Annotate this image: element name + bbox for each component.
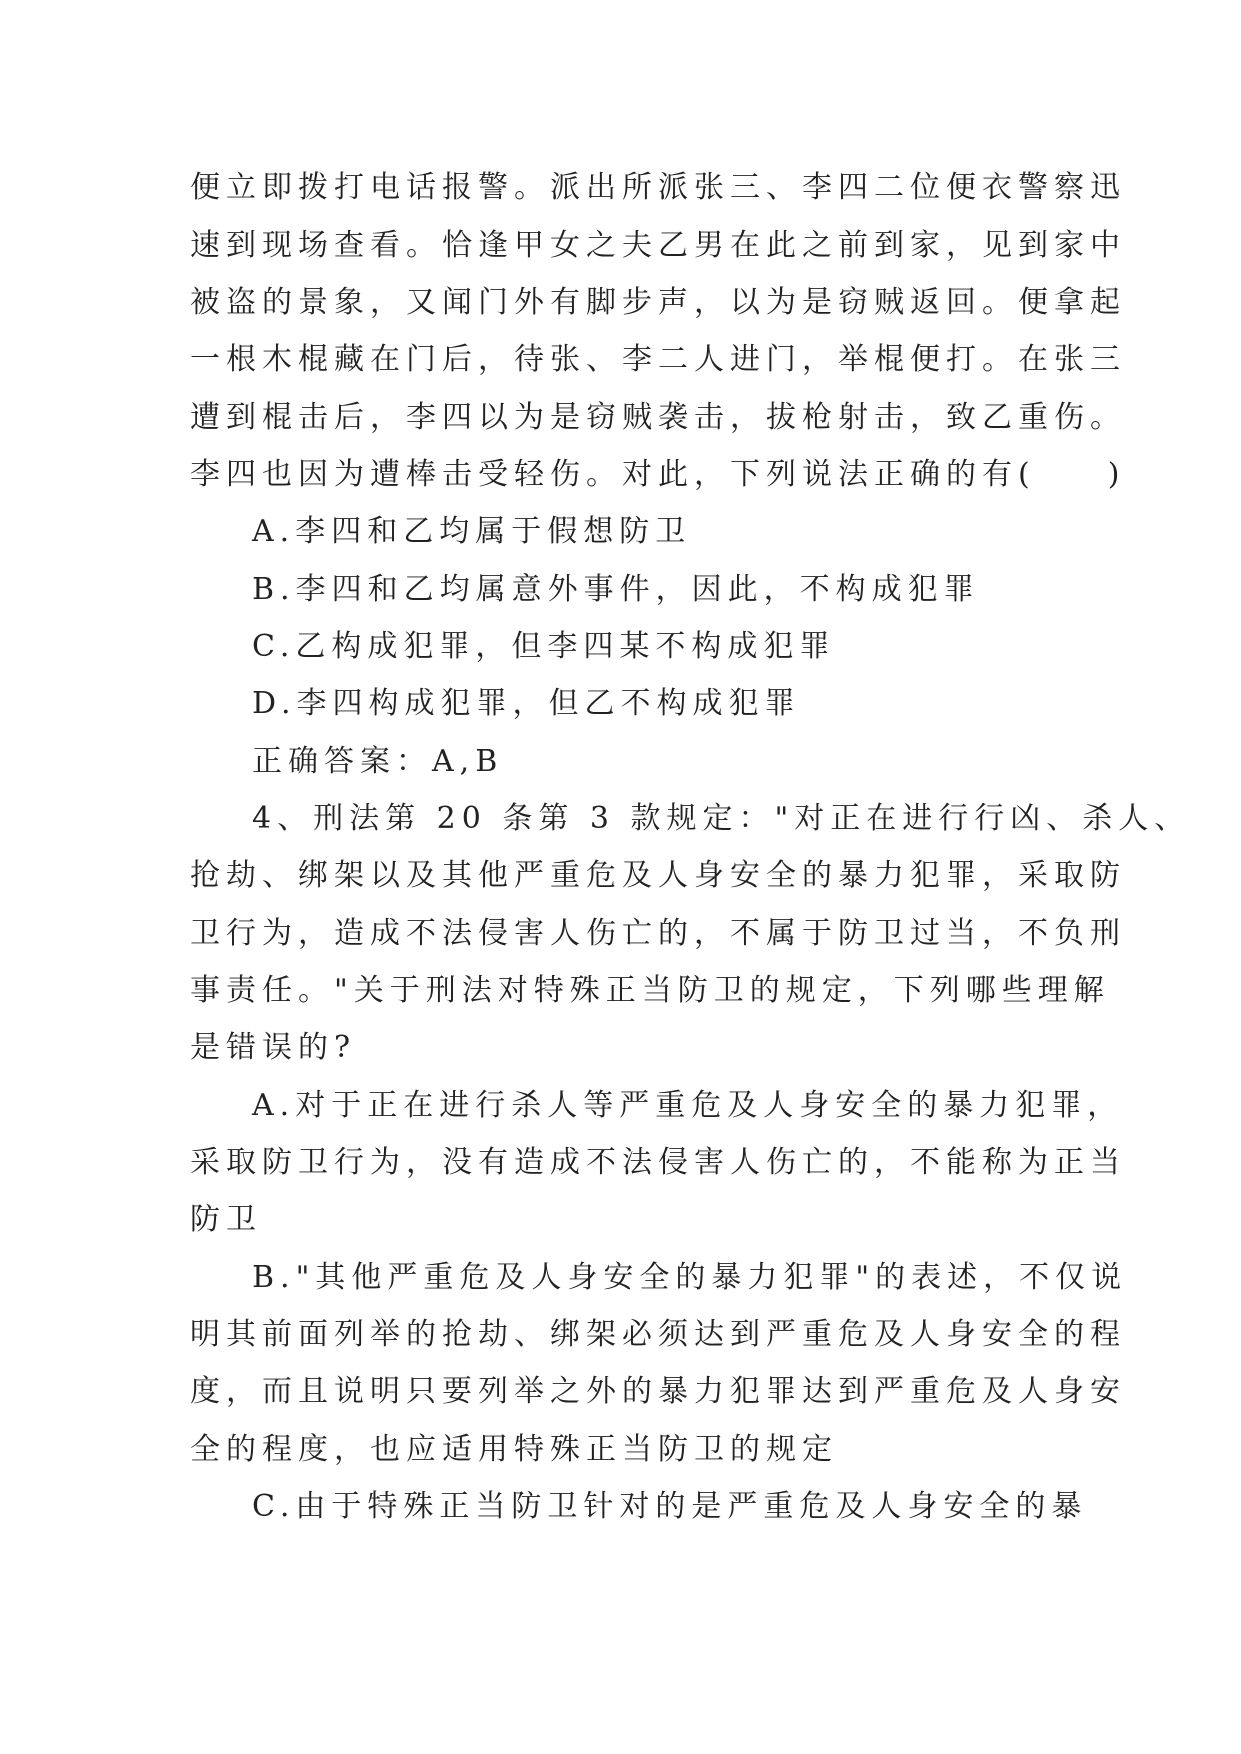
text-line: 防卫 <box>190 1202 262 1237</box>
option-c: C.由于特殊正当防卫针对的是严重危及人身安全的暴 <box>252 1489 1088 1524</box>
option-a: A.对于正在进行杀人等严重危及人身安全的暴力犯罪， <box>252 1088 1124 1123</box>
correct-answer: 正确答案：A,B <box>252 744 504 779</box>
option-c: C.乙构成犯罪，但李四某不构成犯罪 <box>252 629 836 664</box>
text-line: 被盗的景象，又闻门外有脚步声，以为是窃贼返回。便拿起 <box>190 285 1126 320</box>
text-line: 便立即拨打电话报警。派出所派张三、李四二位便衣警察迅 <box>190 170 1126 205</box>
option-a: A.李四和乙均属于假想防卫 <box>252 514 692 549</box>
text-line: 明其前面列举的抢劫、绑架必须达到严重危及人身安全的程 <box>190 1317 1126 1352</box>
text-line: 采取防卫行为，没有造成不法侵害人伤亡的，不能称为正当 <box>190 1145 1126 1180</box>
question-prompt: 李四也因为遭棒击受轻伤。对此，下列说法正确的有( ) <box>190 457 1126 492</box>
option-b: B.李四和乙均属意外事件，因此，不构成犯罪 <box>252 572 980 607</box>
text-line: 事责任。"关于刑法对特殊正当防卫的规定，下列哪些理解 <box>190 973 1110 1008</box>
text-line: 卫行为，造成不法侵害人伤亡的，不属于防卫过当，不负刑 <box>190 916 1126 951</box>
option-d: D.李四构成犯罪，但乙不构成犯罪 <box>252 686 801 721</box>
text-line: 是错误的? <box>190 1030 357 1065</box>
text-line: 全的程度，也应适用特殊正当防卫的规定 <box>190 1432 838 1467</box>
text-line: 度，而且说明只要列举之外的暴力犯罪达到严重危及人身安 <box>190 1374 1126 1409</box>
text-line: 抢劫、绑架以及其他严重危及人身安全的暴力犯罪，采取防 <box>190 858 1126 893</box>
text-line: 一根木棍藏在门后，待张、李二人进门，举棍便打。在张三 <box>190 342 1126 377</box>
text-line: 遭到棍击后，李四以为是窃贼袭击，拔枪射击，致乙重伤。 <box>190 400 1126 435</box>
text-line: 速到现场查看。恰逢甲女之夫乙男在此之前到家，见到家中 <box>190 228 1126 263</box>
question-4-line: 4、刑法第 20 条第 3 款规定："对正在进行行凶、杀人、 <box>252 801 1191 836</box>
option-b: B."其他严重危及人身安全的暴力犯罪"的表述，不仅说 <box>252 1260 1128 1295</box>
